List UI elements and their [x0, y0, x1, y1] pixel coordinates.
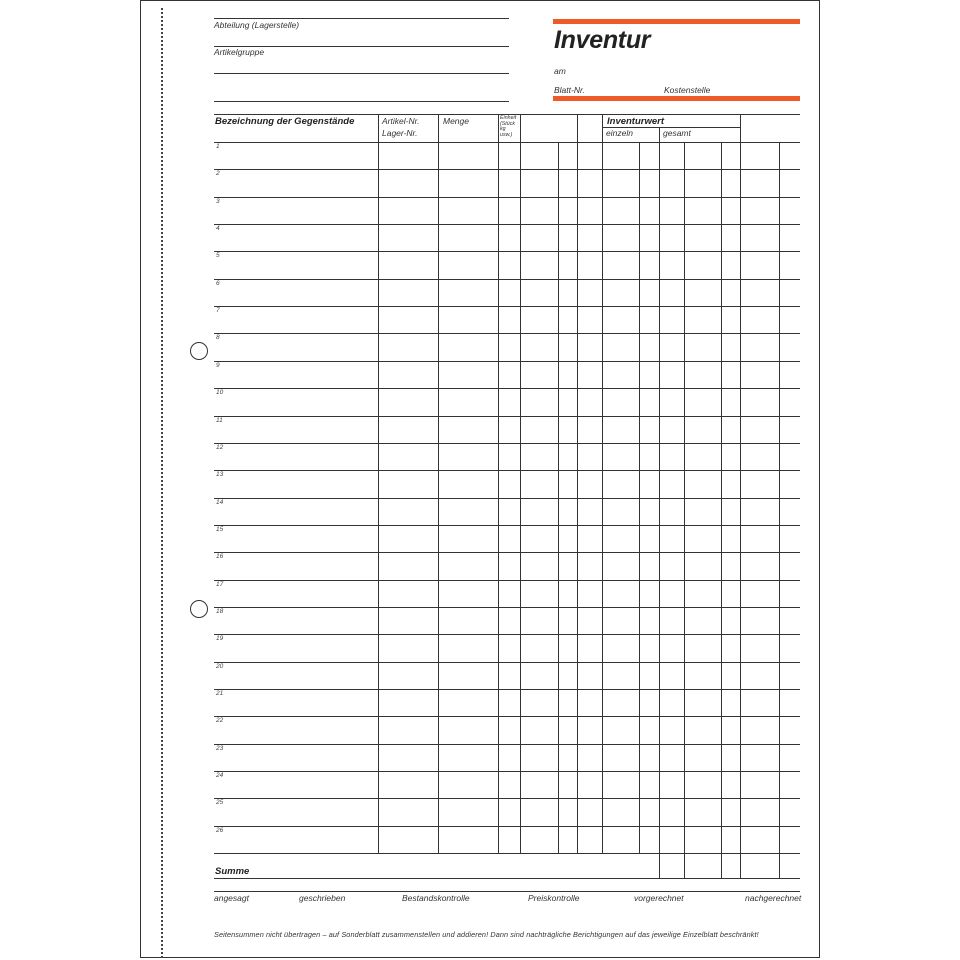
row-number: 2 — [216, 170, 220, 178]
sum-divider-3 — [779, 853, 780, 878]
col-divider-menge — [438, 114, 439, 853]
table-row-rule — [214, 798, 800, 799]
col-inventurwert-header: Inventurwert — [607, 116, 665, 127]
table-row-rule — [214, 443, 800, 444]
field-blatt-label: Blatt-Nr. — [554, 85, 585, 95]
field-kostenstelle-label: Kostenstelle — [664, 85, 711, 95]
row-number: 19 — [216, 635, 224, 643]
table-row-rule — [214, 388, 800, 389]
row-number: 24 — [216, 772, 224, 780]
row-number: 10 — [216, 389, 224, 397]
col-divider-extra-sum — [740, 853, 741, 878]
table-row-rule — [214, 826, 800, 827]
row-number: 18 — [216, 607, 224, 615]
col-menge-header: Menge — [443, 116, 469, 126]
table-row-rule — [214, 689, 800, 690]
header-line-top — [214, 18, 509, 19]
row-number: 1 — [216, 143, 220, 150]
sum-divider-1 — [684, 853, 685, 878]
col-einzeln-header: einzeln — [606, 128, 633, 138]
col-divider-amount — [520, 114, 521, 853]
col-artikel-header: Artikel-Nr. — [382, 116, 420, 126]
row-number: 23 — [216, 744, 224, 752]
field-artikelgruppe-label: Artikelgruppe — [214, 47, 265, 57]
row-number: 20 — [216, 662, 224, 670]
row-number: 21 — [216, 690, 224, 697]
row-number: 22 — [216, 717, 224, 725]
col-lager-header: Lager-Nr. — [382, 128, 418, 138]
punch-hole-top — [190, 342, 208, 360]
row-number: 25 — [216, 799, 224, 807]
table-row-rule — [214, 251, 800, 252]
accent-bar-bottom — [553, 96, 800, 101]
table-row-rule — [214, 470, 800, 471]
col-gesamt-header: gesamt — [663, 128, 691, 138]
signature-label-vorgerechnet: vorgerechnet — [634, 893, 684, 903]
footer-note: Seitensummen nicht übertragen – auf Sonderblatt zusammenstellen und addieren! Dann sind nachträgliche Berichtigungen auf das jeweilige Einzelblatt beschränkt! — [214, 930, 759, 939]
table-header-rule — [214, 142, 800, 143]
table-row-rule — [214, 333, 800, 334]
row-number: 6 — [216, 279, 220, 287]
table-row-rule — [214, 361, 800, 362]
row-number: 8 — [216, 334, 220, 342]
row-number: 3 — [216, 197, 220, 205]
row-number: 14 — [216, 498, 224, 506]
row-number: 7 — [216, 307, 220, 315]
table-top-rule — [214, 114, 800, 115]
summe-label: Summe — [215, 866, 250, 877]
signature-rule — [214, 891, 800, 892]
row-number: 5 — [216, 252, 220, 260]
table-row-rule — [214, 662, 800, 663]
signature-label-geschrieben: geschrieben — [299, 893, 346, 903]
summe-bottom-rule — [214, 878, 800, 879]
row-number: 9 — [216, 361, 220, 369]
col-divider-inventurwert — [602, 114, 603, 853]
table-row-rule — [214, 744, 800, 745]
signature-label-angesagt: angesagt — [214, 893, 249, 903]
signature-label-preiskontrolle: Preiskontrolle — [528, 893, 580, 903]
col-einheit-header: Einheit (Stück kg usw.) — [500, 115, 517, 138]
table-row-rule — [214, 498, 800, 499]
inventurwert-subheader-rule — [602, 127, 740, 128]
table-row-rule — [214, 306, 800, 307]
row-number: 26 — [216, 826, 224, 834]
signature-label-bestandskontrolle: Bestandskontrolle — [402, 893, 470, 903]
sum-divider-2 — [721, 853, 722, 878]
row-number: 16 — [216, 553, 224, 561]
table-bottom-rule — [214, 853, 800, 854]
table-row-rule — [214, 634, 800, 635]
table-row-rule — [214, 552, 800, 553]
table-row-rule — [214, 716, 800, 717]
row-number: 17 — [216, 580, 224, 588]
table-row-rule — [214, 416, 800, 417]
table-row-rule — [214, 224, 800, 225]
table-row-rule — [214, 580, 800, 581]
signature-label-nachgerechnet: nachgerechnet — [745, 893, 802, 903]
punch-hole-bottom — [190, 600, 208, 618]
col-divider-einheit — [498, 114, 499, 853]
col-divider-cents-4 — [721, 142, 722, 853]
row-number: 13 — [216, 471, 224, 479]
row-number: 4 — [216, 225, 220, 233]
col-divider-cents-2 — [639, 142, 640, 853]
table-row-rule — [214, 607, 800, 608]
perforation-line — [161, 8, 163, 958]
accent-bar-top — [553, 19, 800, 24]
table-row-rule — [214, 525, 800, 526]
row-number: 11 — [216, 416, 223, 424]
table-row-rule — [214, 279, 800, 280]
table-row-rule — [214, 771, 800, 772]
col-divider-gesamt — [659, 127, 660, 878]
col-bezeichnung-header: Bezeichnung der Gegenstände — [215, 116, 355, 127]
field-artikelgruppe-line[interactable] — [214, 73, 509, 74]
col-divider-cents-5 — [779, 142, 780, 853]
row-number: 15 — [216, 525, 224, 533]
row-number: 12 — [216, 443, 224, 451]
page-title: Inventur — [554, 26, 651, 54]
col-divider-extra — [740, 114, 741, 853]
field-abteilung-label: Abteilung (Lagerstelle) — [214, 20, 300, 30]
col-divider-cents-3 — [684, 142, 685, 853]
form-sheet — [140, 0, 820, 958]
col-divider-amount-end — [577, 114, 578, 853]
table-row-rule — [214, 197, 800, 198]
header-line-bottom — [214, 101, 509, 102]
col-divider-cents-1 — [558, 142, 559, 853]
col-divider-artikel — [378, 114, 379, 853]
table-row-rule — [214, 169, 800, 170]
field-am-label: am — [554, 66, 566, 76]
